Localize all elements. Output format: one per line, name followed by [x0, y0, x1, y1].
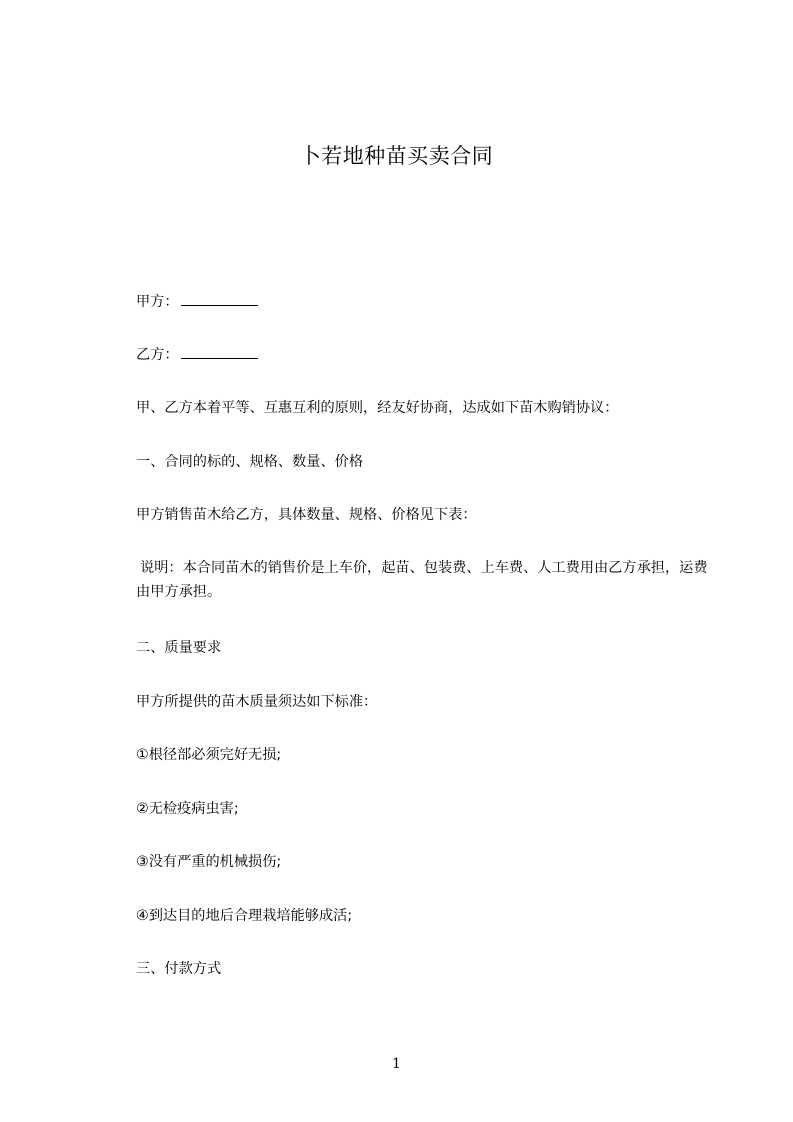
- preamble-paragraph: 甲、乙方本着平等、互惠互利的原则，经友好协商，达成如下苗木购销协议：: [136, 400, 619, 416]
- note-text: 说明：本合同苗木的销售价是上车价，起苗、包装费、上车费、人工费用由乙方承担，运费由甲方承担。: [136, 560, 708, 600]
- section-1-text: 甲方销售苗木给乙方，具体数量、规格、价格见下表：: [136, 507, 477, 523]
- quality-item: ④到达目的地后合理栽培能够成活;: [136, 908, 353, 924]
- section-3-heading: 三、付款方式: [136, 961, 222, 977]
- party-b-blank: [181, 344, 258, 359]
- party-a-label: 甲方：: [136, 294, 179, 310]
- document-title: 卜若地种苗买卖合同: [299, 144, 494, 168]
- quality-item: ①根径部必须完好无损;: [136, 747, 282, 763]
- quality-item: ③没有严重的机械损伤;: [136, 854, 282, 870]
- quality-item: ②无检疫病虫害;: [136, 801, 239, 817]
- party-b-line: [136, 344, 258, 365]
- party-a-line: [136, 291, 258, 312]
- section-2-heading: 二、质量要求: [136, 640, 222, 656]
- page-number: 1: [392, 1056, 401, 1072]
- section-1-heading: 一、合同的标的、规格、数量、价格: [136, 454, 364, 470]
- note-paragraph: [136, 556, 708, 604]
- party-b-label: 乙方：: [136, 347, 179, 363]
- party-a-blank: [181, 291, 258, 306]
- section-2-intro: 甲方所提供的苗木质量须达如下标准：: [136, 694, 378, 710]
